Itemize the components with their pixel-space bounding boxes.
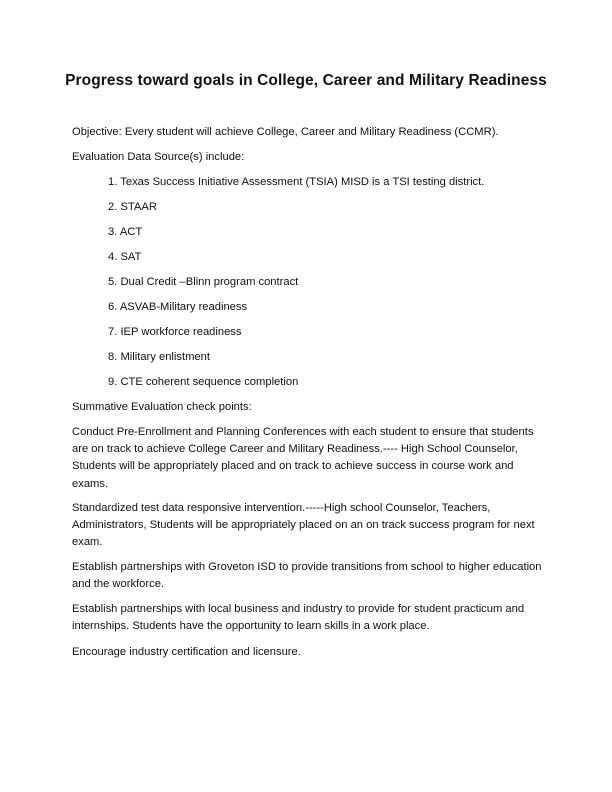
list-item	[108, 324, 242, 341]
list-item-number: 3.	[108, 226, 118, 238]
checkpoint-paragraph: Encourage industry certification and licensure.	[72, 646, 301, 658]
list-item-number: 6.	[108, 301, 118, 313]
checkpoint-paragraph: Establish partnerships with Groveton ISD to provide transitions from school to higher education and the workforce.	[72, 561, 542, 591]
list-item-text: IEP workforce readiness	[120, 326, 242, 338]
checkpoint-paragraph: Standardized test data responsive intervention.-----High school Counselor, Teachers, Administrators, Students will be appropriately placed on an on track success program for next exam.	[72, 502, 535, 549]
sources-heading: Evaluation Data Source(s) include:	[72, 151, 245, 163]
list-item	[108, 349, 210, 366]
list-item-number: 5.	[108, 276, 118, 288]
list-item	[108, 224, 142, 241]
list-item-number: 1.	[108, 176, 118, 188]
list-item-text: SAT	[120, 251, 142, 263]
list-item-text: CTE coherent sequence completion	[120, 376, 299, 388]
list-item-text: Texas Success Initiative Assessment (TSIA) MISD is a TSI testing district.	[120, 176, 485, 188]
list-item-number: 8.	[108, 351, 118, 363]
list-item	[108, 299, 247, 316]
list-item-text: ASVAB-Military readiness	[119, 301, 248, 313]
list-item-text: Military enlistment	[120, 351, 210, 363]
checkpoint-paragraph: Conduct Pre-Enrollment and Planning Conferences with each student to ensure that students are on track to achieve College Career and Military Readiness.---- High School Counselor, Students will be appropriately placed and on track to achieve success in course work and exams.	[72, 426, 534, 490]
checkpoints-heading: Summative Evaluation check points:	[72, 401, 252, 413]
list-item	[108, 174, 484, 191]
list-item-text: ACT	[119, 226, 143, 238]
objective-text: Objective: Every student will achieve College, Career and Military Readiness (CCMR).	[72, 126, 499, 138]
list-item-text: STAAR	[120, 201, 157, 213]
list-item-number: 2.	[108, 201, 118, 213]
list-item-number: 9.	[108, 376, 118, 388]
list-item-text: Dual Credit –Blinn program contract	[120, 276, 299, 288]
document-title: Progress toward goals in College, Career and Military Readiness	[65, 72, 547, 89]
list-item-number: 7.	[108, 326, 118, 338]
list-item	[108, 199, 157, 216]
list-item	[108, 274, 298, 291]
list-item-number: 4.	[108, 251, 118, 263]
checkpoint-paragraph: Establish partnerships with local business and industry to provide for student practicum and internships. Students have the opportunity to learn skills in a work place.	[72, 603, 525, 633]
list-item	[108, 249, 141, 266]
list-item	[108, 374, 298, 391]
